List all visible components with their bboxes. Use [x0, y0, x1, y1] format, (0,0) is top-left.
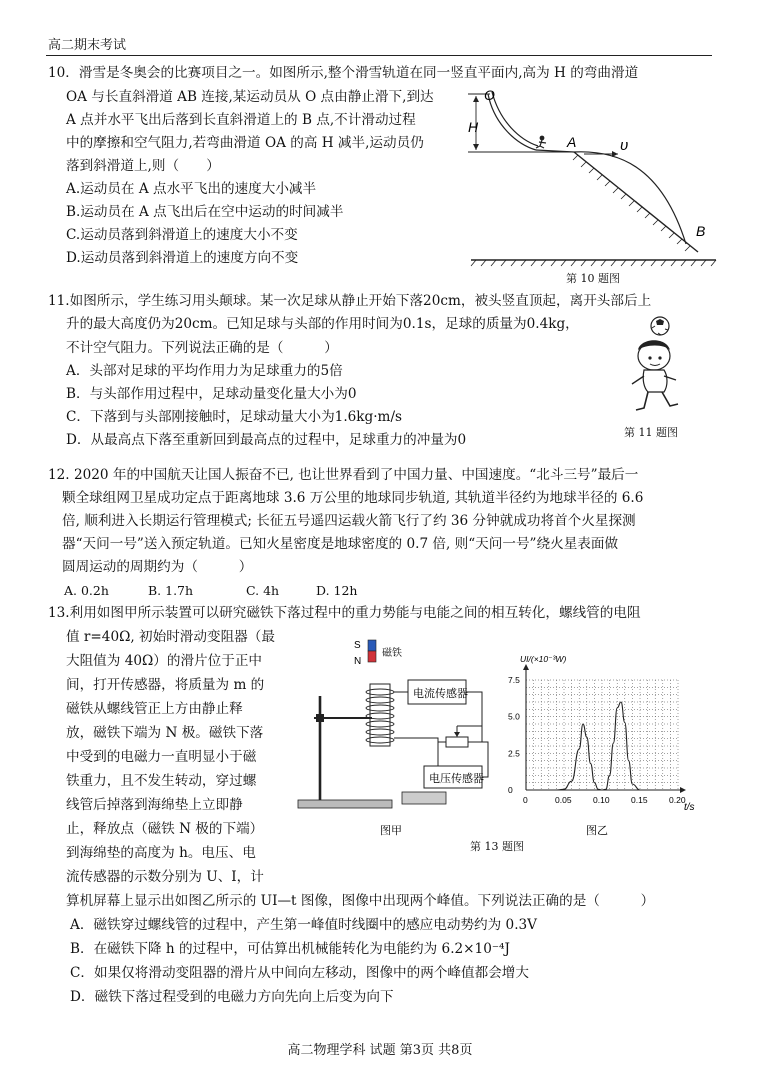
figure-b-label: 图乙 — [586, 825, 608, 836]
q10-label-a: A — [567, 134, 577, 150]
q10-option-b: B.运动员在 A 点飞出后在空中运动的时间减半 — [66, 204, 344, 220]
q13-line: 线管后掉落到海绵垫上立即静 — [66, 797, 243, 813]
chart-y-tick-label: 5.0 — [508, 711, 520, 722]
q12-line: 颗全球组网卫星成功定点于距离地球 3.6 万公里的地球同步轨道, 其轨道半径约为地球半径的 6.6 — [62, 490, 644, 506]
chart-y-arrow — [523, 664, 529, 670]
q11-figure — [618, 314, 698, 418]
q11-option-d: D．从最高点下落至重新回到最高点的过程中，足球重力的冲量为0 — [66, 432, 467, 448]
q10-label-v: υ — [620, 137, 629, 154]
q12-option-b: B. 1.7h — [148, 583, 194, 598]
page-header: 高二期末考试 — [48, 38, 127, 53]
chart-x-axis-label: t/s — [684, 802, 695, 813]
q13-line: 铁重力，且不发生转动，穿过螺 — [66, 773, 257, 789]
q10-line: 落到斜滑道上,则（ ） — [66, 158, 220, 174]
magnet-n-label: N — [354, 656, 362, 667]
chart-x-tick-label: 0 — [523, 795, 528, 805]
q10-label-b: B — [696, 223, 706, 239]
q13-line: 中受到的电磁力一直明显小于磁 — [66, 749, 257, 765]
q10-line: 中的摩擦和空气阻力,若弯曲滑道 OA 的高 H 减半,运动员仍 — [66, 135, 424, 151]
q13-option-a: A．磁铁穿过螺线管的过程中，产生第一峰值时线圈中的感应电动势约为 0.3V — [70, 917, 537, 933]
q10-line: A 点并水平飞出后落到长直斜滑道上的 B 点,不计滑动过程 — [66, 112, 416, 128]
q11-option-c: C．下落到与头部刚接触时，足球动量大小为1.6kg·m/s — [66, 409, 403, 425]
voltage-sensor-label: 电压传感器 — [429, 773, 484, 785]
q10-label-o: O — [484, 87, 495, 103]
magnet-label: 磁铁 — [382, 648, 402, 659]
q11-line: 不计空气阻力。下列说法正确的是（ ） — [66, 340, 338, 356]
q12-line: 圆周运动的周期约为（ ） — [62, 559, 253, 575]
page-footer: 高二物理学科 试题 第3页 共8页 — [287, 1043, 473, 1058]
q10-line: 10．滑雪是冬奥会的比赛项目之一。如图所示,整个滑雪轨道在同一竖直平面内,高为 H 的弯曲滑道 — [48, 65, 639, 81]
q13-line: 止，释放点（磁铁 N 极的下端） — [66, 821, 264, 837]
q13-figure-a — [292, 634, 498, 844]
q10-caption: 第 10 题图 — [566, 272, 620, 285]
q11-line: 11.如图所示，学生练习用头颠球。某一次足球从静止开始下落20cm，被头竖直顶起，离开头部后上 — [48, 293, 652, 309]
q10-figure — [466, 84, 726, 269]
q13-option-c: C．如果仅将滑动变阻器的滑片从中间向左移动，图像中的两个峰值都会增大 — [70, 965, 529, 981]
q13-line: 算机屏幕上显示出如图乙所示的 UI—t 图像，图像中出现两个峰值。下列说法正确的是（ ） — [66, 893, 655, 909]
q12-option-c: C. 4h — [246, 583, 280, 598]
chart-x-arrow — [680, 787, 686, 793]
q12-option-a: A. 0.2h — [64, 583, 109, 598]
chart-y-axis-label: UI/(×10⁻³W) — [520, 654, 567, 664]
chart-x-tick-label: 0.10 — [593, 795, 610, 805]
chart-y-tick-label: 2.5 — [508, 748, 520, 759]
q13-ui-t-chart — [496, 650, 708, 836]
q11-option-b: B．与头部作用过程中，足球动量变化量大小为0 — [66, 386, 357, 402]
q13-line: 磁铁从螺线管正上方由静止释 — [66, 701, 243, 717]
q13-option-b: B．在磁铁下降 h 的过程中，可估算出机械能转化为电能约为 6.2×10⁻⁴J — [70, 941, 510, 957]
header-rule — [46, 55, 712, 56]
current-sensor-label: 电流传感器 — [413, 688, 468, 700]
q13-line: 13.利用如图甲所示装置可以研究磁铁下落过程中的重力势能与电能之间的相互转化，螺线管的电阻 — [48, 605, 641, 621]
chart-y-tick-label: 0 — [508, 785, 513, 795]
q13-line: 间，打开传感器，将质量为 m 的 — [66, 677, 265, 693]
q11-option-a: A．头部对足球的平均作用力为足球重力的5倍 — [66, 363, 343, 379]
chart-y-tick-label: 7.5 — [508, 675, 520, 685]
q10-label-h: H — [468, 119, 479, 135]
q13-line: 流传感器的示数分别为 U、I，计 — [66, 869, 264, 885]
q13-line: 大阻值为 40Ω）的滑片位于正中 — [66, 653, 263, 669]
q13-line: 到海绵垫的高度为 h。电压、电 — [66, 845, 256, 861]
q13-line: 放，磁铁下端为 N 极。磁铁下落 — [66, 725, 264, 741]
chart-x-tick-label: 0.15 — [631, 795, 648, 805]
q10-option-c: C.运动员落到斜滑道上的速度大小不变 — [66, 227, 298, 243]
q13-caption: 第 13 题图 — [470, 840, 524, 853]
q11-caption: 第 11 题图 — [624, 426, 678, 439]
q10-line: OA 与长直斜滑道 AB 连接,某运动员从 O 点由静止滑下,到达 — [66, 89, 434, 105]
q12-line: 倍, 顺利进入长期运行管理模式; 长征五号遥四运载火箭飞行了约 36 分钟就成功将首个火星探测 — [62, 513, 636, 529]
q12-line: 12. 2020 年的中国航天让国人振奋不已, 也让世界看到了中国力量、中国速度。“北斗三号”最后一 — [48, 467, 639, 483]
q10-option-a: A.运动员在 A 点水平飞出的速度大小减半 — [66, 181, 317, 197]
q13-option-d: D．磁铁下落过程受到的电磁力方向先向上后变为向下 — [70, 989, 394, 1005]
figure-a-label: 图甲 — [380, 825, 402, 837]
q11-line: 升的最大高度仍为20cm。已知足球与头部的作用时间为0.1s，足球的质量为0.4kg， — [66, 316, 579, 332]
q12-line: 器“天问一号”送入预定轨道。已知火星密度是地球密度的 0.7 倍, 则“天问一号”绕火星表面做 — [62, 536, 619, 552]
q10-option-d: D.运动员落到斜滑道上的速度方向不变 — [66, 250, 299, 266]
q13-line: 值 r=40Ω, 初始时滑动变阻器（最 — [66, 629, 275, 645]
chart-x-tick-label: 0.05 — [555, 795, 572, 805]
chart-x-tick-label: 0.20 — [669, 795, 686, 805]
q12-option-d: D. 12h — [316, 583, 358, 598]
magnet-s-label: S — [354, 640, 361, 651]
